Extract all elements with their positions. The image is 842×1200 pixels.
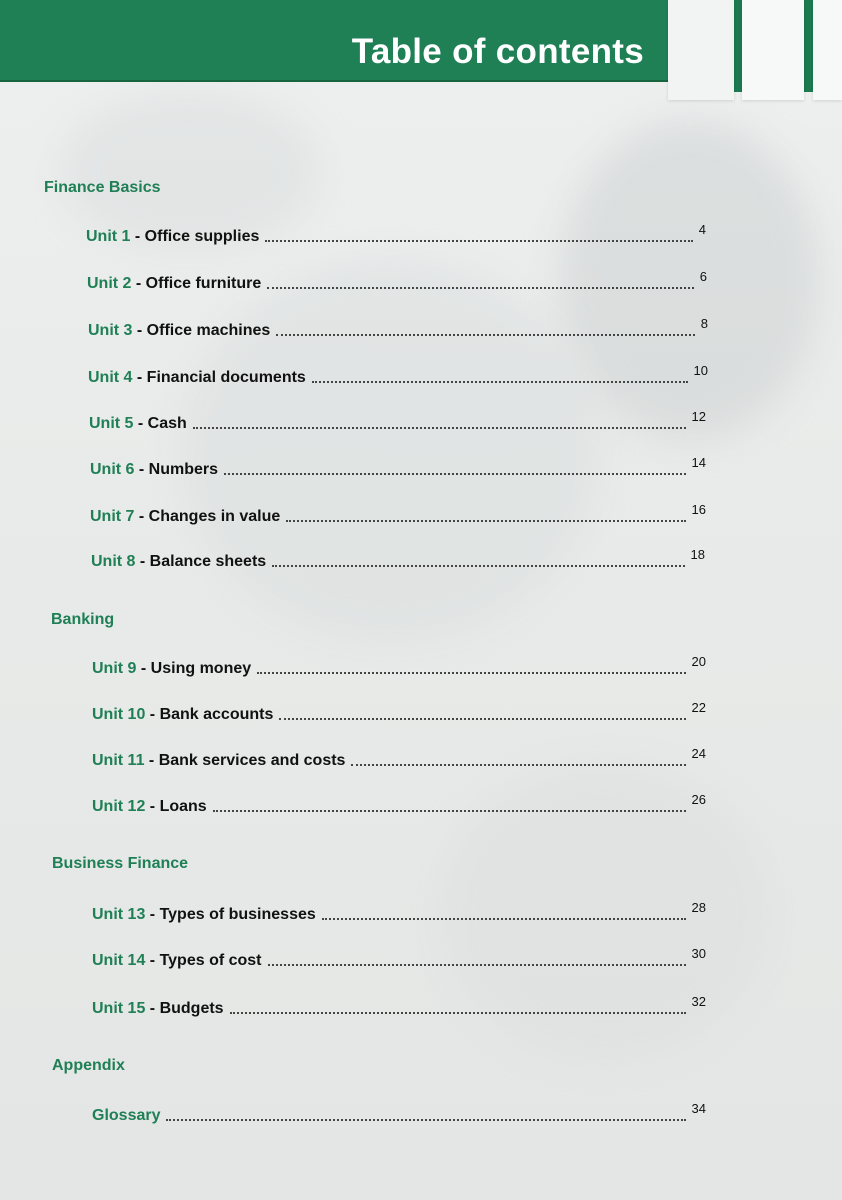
- unit-title: Loans: [159, 798, 207, 815]
- page-number: 34: [691, 1101, 706, 1116]
- section-title-appendix: Appendix: [52, 1057, 125, 1074]
- unit-title: Office furniture: [145, 275, 262, 292]
- unit-title: Financial documents: [146, 369, 306, 386]
- dot-leader: [272, 564, 684, 567]
- dot-leader: [213, 809, 686, 812]
- toc-entry[interactable]: Unit 14 - Types of cost 30: [92, 946, 706, 969]
- tab-divider: [804, 0, 813, 92]
- toc-entry[interactable]: Unit 4 - Financial documents 10: [88, 363, 708, 386]
- toc-entry[interactable]: Unit 10 - Bank accounts 22: [92, 700, 706, 723]
- page-number: 22: [691, 700, 706, 715]
- header-banner: [0, 0, 668, 82]
- toc-entry[interactable]: Unit 7 - Changes in value 16: [90, 502, 706, 525]
- unit-number: Unit 6: [90, 461, 135, 478]
- toc-entry-glossary[interactable]: [92, 1103, 706, 1125]
- section-title-finance-basics: Finance Basics: [44, 179, 161, 196]
- page-number: 18: [690, 547, 705, 562]
- background-photo-shape: [180, 260, 600, 640]
- dot-leader: [268, 963, 686, 966]
- unit-title: Using money: [150, 660, 252, 677]
- page-edge-tab: [742, 0, 804, 100]
- page-number: 24: [691, 746, 706, 761]
- unit-number: Unit 13: [92, 906, 146, 923]
- toc-entry[interactable]: Unit 6 - Numbers 14: [90, 455, 706, 478]
- dot-leader: [224, 472, 686, 475]
- page-title: Table of contents: [351, 32, 644, 71]
- unit-number: Unit 11: [92, 752, 145, 769]
- page-number: 4: [698, 222, 706, 237]
- dot-leader: [351, 763, 685, 766]
- unit-title: Types of businesses: [159, 906, 316, 923]
- toc-entry[interactable]: Unit 13 - Types of businesses 28: [92, 900, 706, 923]
- unit-title: Budgets: [159, 1000, 224, 1017]
- unit-title: Office supplies: [144, 228, 260, 245]
- unit-title: Office machines: [146, 322, 271, 339]
- dot-leader: [286, 519, 685, 522]
- unit-number: Unit 7: [90, 508, 135, 525]
- unit-number: Unit 14: [92, 952, 146, 969]
- unit-title: Bank services and costs: [158, 752, 346, 769]
- unit-title: Cash: [147, 415, 187, 432]
- toc-entry[interactable]: Unit 11 - Bank services and costs 24: [92, 746, 706, 769]
- unit-number: Unit 12: [92, 798, 146, 815]
- dot-leader: [279, 717, 685, 720]
- dot-leader: [312, 380, 688, 383]
- unit-number: Unit 10: [92, 706, 146, 723]
- toc-entry[interactable]: Unit 5 - Cash 12: [89, 409, 706, 432]
- page-edge-tab: [668, 0, 734, 100]
- toc-entry[interactable]: Unit 1 - Office supplies 4: [86, 222, 706, 245]
- dot-leader: [230, 1011, 686, 1014]
- dot-leader: [257, 671, 685, 674]
- toc-entry[interactable]: Unit 8 - Balance sheets 18: [91, 547, 705, 570]
- dot-leader: [166, 1118, 685, 1121]
- toc-entry[interactable]: Unit 2 - Office furniture 6: [87, 269, 707, 292]
- unit-number: Unit 2: [87, 275, 132, 292]
- page-number: 32: [691, 994, 706, 1009]
- toc-entry[interactable]: Unit 12 - Loans 26: [92, 792, 706, 815]
- unit-title: Bank accounts: [159, 706, 274, 723]
- unit-number: Unit 1: [86, 228, 131, 245]
- page-number: 26: [691, 792, 706, 807]
- toc-entry[interactable]: Unit 9 - Using money 20: [92, 654, 706, 677]
- unit-title: Types of cost: [159, 952, 262, 969]
- page-number: 10: [693, 363, 708, 378]
- unit-title: Balance sheets: [149, 553, 267, 570]
- tab-divider: [734, 0, 742, 92]
- page-edge-tab: [813, 0, 842, 100]
- unit-number: Unit 4: [88, 369, 133, 386]
- page-number: 16: [691, 502, 706, 517]
- unit-title: Changes in value: [148, 508, 281, 525]
- dot-leader: [276, 333, 694, 336]
- unit-number: Unit 15: [92, 1000, 146, 1017]
- dot-leader: [267, 286, 694, 289]
- toc-entry[interactable]: Unit 3 - Office machines 8: [88, 316, 708, 339]
- page-number: 20: [691, 654, 706, 669]
- unit-number: Unit 5: [89, 415, 134, 432]
- unit-number: Unit 9: [92, 660, 137, 677]
- dot-leader: [265, 239, 692, 242]
- page-number: 14: [691, 455, 706, 470]
- section-title-banking: Banking: [51, 611, 115, 628]
- page-number: 12: [691, 409, 706, 424]
- unit-title: Numbers: [148, 461, 219, 478]
- dot-leader: [322, 917, 686, 920]
- page-number: 8: [700, 316, 708, 331]
- page-number: 28: [691, 900, 706, 915]
- page-number: 6: [699, 269, 707, 284]
- dot-leader: [193, 426, 686, 429]
- section-title-business-finance: Business Finance: [52, 855, 189, 872]
- unit-number: Unit 8: [91, 553, 136, 570]
- glossary-label: Glossary: [92, 1107, 161, 1124]
- page-number: 30: [691, 946, 706, 961]
- unit-number: Unit 3: [88, 322, 133, 339]
- toc-entry[interactable]: Unit 15 - Budgets 32: [92, 994, 706, 1017]
